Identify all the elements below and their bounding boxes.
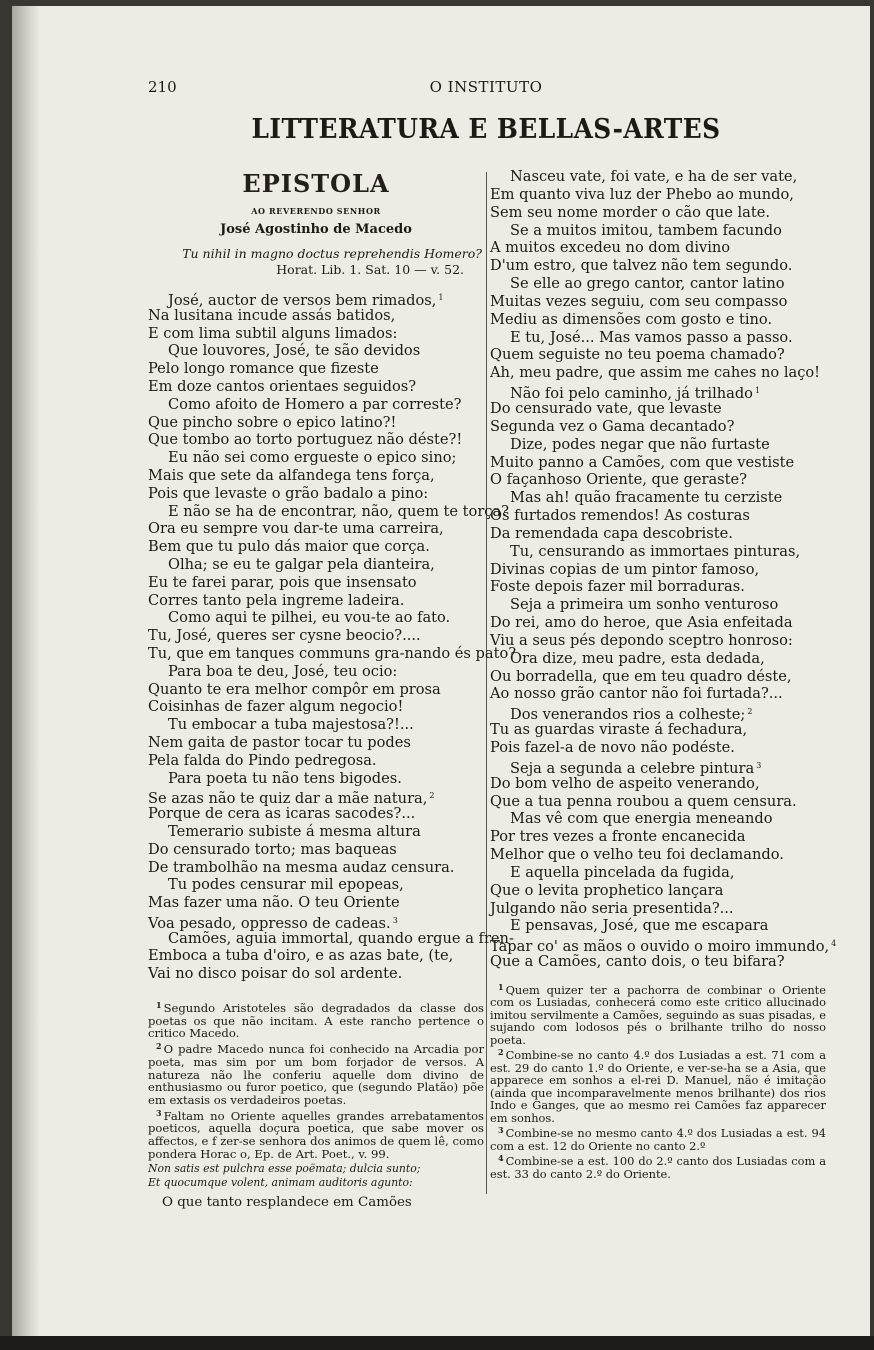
running-title: O INSTITUTO: [429, 78, 543, 96]
verse-text: Tapar co' as mãos o ouvido o moiro immundo,: [490, 938, 830, 956]
verse-text: O façanhoso Oriente, que geraste?: [490, 471, 747, 489]
verse-text: Que a tua penna roubou a quem censura.: [490, 792, 797, 810]
verse-line: [490, 168, 826, 186]
latin-quote-line-2: Et quocumque volent, animam auditoris agunto:: [148, 1175, 413, 1189]
verse-text: Julgando não seria presentida?...: [490, 899, 734, 917]
verse-line: [148, 325, 484, 343]
verse-text: Nasceu vate, foi vate, e ha de ser vate,: [510, 168, 798, 185]
footnote-number: 1: [156, 1000, 162, 1011]
verse-text: Que o levita prophetico lançara: [490, 881, 724, 899]
verse-text: Do censurado vate, que levaste: [490, 399, 722, 417]
verse-line: [490, 507, 826, 525]
verse-line: [490, 382, 826, 403]
verse-line: [490, 489, 826, 507]
verse-line: [490, 222, 826, 240]
poem-right: [490, 168, 837, 971]
verse-text: José, auctor de versos bem rimados,: [168, 292, 437, 309]
verse-line: [148, 929, 514, 948]
verse-text: Tu, que em tanques communs gra-nando és pato?: [148, 644, 517, 662]
footnote: [490, 1152, 826, 1180]
verse-text: Pelo longo romance que fizeste: [148, 360, 379, 378]
footnote-number: 2: [156, 1041, 162, 1052]
verse-line: [148, 467, 484, 485]
verse-text: Tu as guardas viraste á fechadura,: [490, 721, 748, 739]
verse-text: Dize, podes negar que não furtaste: [510, 435, 770, 453]
verse-text: Para boa te deu, José, teu ocio:: [168, 662, 398, 680]
verse-line: [490, 311, 826, 329]
verse-text: Ou borradella, que em teu quadro déste,: [490, 667, 792, 685]
verse-text: Divinas copias de um pintor famoso,: [490, 560, 760, 578]
footnote-text: Combine-se no mesmo canto 4.º dos Lusiadas a est. 94 com a est. 12 do Oriente no canto 2.º: [490, 1126, 826, 1153]
verse-text: Se elle ao grego cantor, cantor latino: [510, 275, 785, 293]
verse-text: Eu não sei como ergueste o epico sino;: [168, 449, 457, 467]
verse-text: D'um estro, que talvez não tem segundo.: [490, 257, 793, 275]
verse-text: E não se ha de encontrar, não, quem te torça?: [168, 502, 510, 520]
footnote: [148, 1107, 484, 1161]
epigraph-quote: Tu nihil in magno doctus reprehendis Homero?: [182, 246, 482, 261]
footnote-number: 3: [498, 1125, 504, 1136]
verse-line: [490, 561, 826, 579]
right-column: [490, 168, 837, 1181]
verse-line: [148, 396, 484, 414]
footnotes-left: [148, 999, 484, 1160]
footnote-marker: 3: [756, 760, 762, 770]
verse-line: [148, 502, 510, 521]
verse-text: Eu te farei parar, pois que insensato: [148, 573, 417, 591]
verse-line: [490, 186, 826, 204]
verse-text: Porque de cera as icaras sacodes?...: [148, 805, 416, 823]
verse-line: [490, 721, 826, 739]
section-title: LITTERATURA E BELLAS-ARTES: [251, 114, 721, 145]
verse-text: Muito panno a Camões, com que vestiste: [490, 453, 795, 471]
catchline: O que tanto resplandece em Camões: [162, 1194, 412, 1210]
verse-line: [490, 900, 826, 918]
verse-text: Bem que tu pulo dás maior que corça.: [148, 538, 430, 556]
verse-line: [490, 917, 826, 935]
verse-line: [148, 823, 484, 841]
verse-text: E com lima subtil alguns limados:: [148, 324, 398, 342]
verse-text: Nem gaita de pastor tocar tu podes: [148, 733, 411, 751]
verse-line: [490, 828, 826, 846]
verse-text: Para poeta tu não tens bigodes.: [168, 769, 402, 787]
verse-text: Melhor que o velho teu foi declamando.: [490, 846, 784, 864]
verse-line: [490, 793, 826, 811]
footnote: [490, 981, 826, 1047]
verse-line: [490, 685, 826, 703]
verse-text: E aquella pincelada da fugida,: [510, 863, 735, 881]
verse-line: [490, 703, 826, 724]
verse-text: De trambolhão na mesma audaz censura.: [148, 858, 455, 876]
verse-text: Em quanto viva luz der Phebo ao mundo,: [490, 185, 794, 203]
verse-text: Pois fazel-a de novo não podéste.: [490, 739, 735, 756]
verse-line: [490, 418, 826, 436]
verse-line: [148, 894, 484, 912]
verse-text: Se a muitos imitou, tambem facundo: [510, 221, 782, 239]
verse-text: Que louvores, José, te são devidos: [168, 342, 421, 360]
verse-line: [490, 596, 826, 614]
verse-line: [490, 935, 837, 956]
verse-text: Do bom velho de aspeito venerando,: [490, 774, 760, 792]
footnote-marker: 3: [392, 915, 398, 925]
footnote-number: 4: [498, 1153, 504, 1164]
verse-text: Seja a primeira um sonho venturoso: [510, 596, 779, 614]
verse-line: [490, 471, 826, 489]
verse-line: [490, 846, 826, 864]
verse-line: [148, 609, 484, 627]
footnote-number: 1: [498, 981, 504, 992]
verse-line: [490, 400, 826, 418]
left-column: [148, 169, 517, 1210]
verse-line: [148, 805, 484, 823]
verse-text: Mas ah! quão fracamente tu cerziste: [510, 489, 783, 507]
verse-text: Seja a segunda a celebre pintura: [510, 759, 755, 777]
verse-text: Quem seguiste no teu poema chamado?: [490, 346, 785, 364]
verse-text: E tu, José... Mas vamos passo a passo.: [510, 328, 793, 346]
verse-line: [148, 431, 484, 449]
verse-line: [148, 965, 484, 983]
verse-line: [490, 204, 826, 222]
verse-text: Do censurado torto; mas baqueas: [148, 840, 397, 858]
verse-line: [148, 627, 484, 645]
verse-text: Coisinhas de fazer algum negocio!: [148, 698, 404, 716]
verse-line: [490, 543, 826, 561]
scan-border: [0, 1336, 874, 1350]
verse-text: Dos venerandos rios a colheste;: [510, 706, 746, 724]
poem-left: [148, 289, 517, 983]
verse-line: [148, 307, 484, 325]
verse-text: Ora dize, meu padre, esta dedada,: [510, 649, 765, 667]
verse-text: Foste depois fazer mil borraduras.: [490, 578, 745, 596]
latin-quote-line-1: Non satis est pulchra esse poëmata; dulcia sunto;: [148, 1161, 421, 1175]
verse-line: [490, 739, 826, 757]
verse-text: Em doze cantos orientaes seguidos?: [148, 377, 417, 395]
verse-line: [148, 876, 484, 894]
verse-line: [148, 644, 517, 663]
verse-line: [490, 346, 826, 364]
verse-line: [148, 520, 484, 538]
footnote-number: 2: [498, 1047, 504, 1058]
verse-text: Mas fazer uma não. O teu Oriente: [148, 894, 400, 912]
verse-line: [148, 485, 484, 503]
verse-line: [490, 329, 826, 347]
verse-line: [148, 360, 484, 378]
verse-text: Tu, censurando as immortaes pinturas,: [510, 542, 801, 560]
verse-text: Emboca a tuba d'oiro, e as azas bate, (te,: [148, 947, 454, 965]
verse-text: Quanto te era melhor compôr em prosa: [148, 680, 441, 698]
addressee: José Agostinho de Macedo: [220, 222, 412, 237]
verse-line: [490, 668, 826, 686]
verse-text: A muitos excedeu no dom divino: [490, 239, 731, 257]
verse-text: Sem seu nome morder o cão que late.: [490, 203, 771, 221]
verse-line: [490, 293, 826, 311]
verse-text: Se azas não te quiz dar a mãe natura,: [148, 790, 428, 808]
verse-line: [148, 752, 484, 770]
verse-text: Os furtados remendos! As costuras: [490, 507, 750, 525]
footnote-marker: 1: [754, 386, 761, 396]
footnote-marker: 1: [438, 293, 444, 302]
verse-text: Ao nosso grão cantor não foi furtada?...: [490, 685, 783, 703]
verse-text: Ah, meu padre, que assim me cahes no laço!: [490, 364, 821, 382]
verse-text: Da remendada capa descobriste.: [490, 524, 733, 542]
verse-text: Olha; se eu te galgar pela dianteira,: [168, 555, 435, 573]
verse-line: [148, 592, 484, 610]
verse-text: Que a Camões, canto dois, o teu bifara?: [490, 953, 785, 971]
running-header: [148, 78, 824, 98]
verse-line: [490, 454, 826, 472]
verse-text: Mas vê com que energia meneando: [510, 810, 773, 828]
footnote: [148, 1040, 484, 1107]
verse-line: [490, 239, 826, 257]
verse-text: Ora eu sempre vou dar-te uma carreira,: [148, 520, 444, 538]
verse-line: [148, 289, 484, 307]
verse-text: Mediu as dimensões com gosto e tino.: [490, 310, 773, 328]
verse-text: Na lusitana incude assás batidos,: [148, 306, 396, 324]
verse-line: [490, 953, 826, 971]
poem-title: EPISTOLA: [242, 169, 390, 198]
verse-text: Muitas vezes seguiu, com seu compasso: [490, 292, 788, 310]
verse-text: Do rei, amo do heroe, que Asia enfeitada: [490, 614, 793, 632]
verse-line: [490, 614, 826, 632]
verse-line: [490, 632, 826, 650]
verse-line: [490, 757, 826, 775]
verse-text: Mais que sete da alfandega tens força,: [148, 466, 435, 484]
footnote: [148, 999, 484, 1040]
verse-line: [490, 810, 826, 828]
verse-text: Que tombo ao torto portuguez não déste?!: [148, 431, 463, 449]
verse-text: Por tres vezes a fronte encanecida: [490, 828, 746, 846]
epigraph-source: Horat. Lib. 1. Sat. 10 — v. 52.: [276, 262, 464, 277]
verse-line: [148, 574, 484, 592]
verse-text: Tu, José, queres ser cysne beocio?....: [148, 627, 421, 645]
verse-text: Pela falda do Pindo pedregosa.: [148, 751, 377, 769]
footnote-text: Segundo Aristoteles são degradados da classe dos poetas os que não incitam. A este rancho pertence o critico Macedo.: [148, 1001, 484, 1041]
verse-line: [148, 716, 484, 734]
column-divider: [486, 172, 487, 1194]
verse-text: Voa pesado, oppresso de cadeas.: [148, 914, 391, 932]
footnote-text: O padre Macedo nunca foi conhecido na Arcadia por poeta, mas sim por um bom forjador de versos. A natureza não lhe conferiu aquelle dom divino de enthusiasmo ou furor poetico, que (segundo Platão) põe em extasis os verdadeiros poetas.: [148, 1042, 484, 1107]
verse-line: [148, 378, 484, 396]
verse-text: Segunda vez o Gama decantado?: [490, 417, 735, 435]
verse-line: [148, 734, 484, 752]
verse-line: [148, 414, 484, 432]
verse-line: [148, 556, 484, 574]
verse-text: Vai no disco poisar do sol ardente.: [148, 965, 403, 983]
verse-line: [148, 947, 484, 965]
verse-line: [490, 578, 826, 596]
verse-line: [490, 775, 826, 793]
verse-line: [490, 864, 826, 882]
verse-line: [148, 770, 484, 788]
verse-text: Como afoito de Homero a par correste?: [168, 395, 462, 413]
verse-text: Tu podes censurar mil epopeas,: [168, 876, 404, 894]
verse-line: [148, 449, 484, 467]
verse-line: [490, 525, 826, 543]
verse-text: Corres tanto pela ingreme ladeira.: [148, 591, 405, 609]
verse-text: Viu a seus pés depondo sceptro honroso:: [490, 631, 793, 649]
footnote-text: Quem quizer ter a pachorra de combinar o Oriente com os Lusiadas, conhecerá como este critico allucinado imitou servilmente a Camões, seguindo as suas pisadas, e sujando com lodosos pés o brilhante trilho do nosso poeta.: [490, 982, 826, 1047]
footnotes-right: [490, 981, 826, 1181]
footnote-marker: 2: [429, 791, 435, 801]
verse-text: Camões, aguia immortal, quando ergue a fren-: [168, 929, 514, 947]
verse-text: Que pincho sobre o epico latino?!: [148, 413, 397, 431]
verse-line: [490, 436, 826, 454]
footnote-marker: 4: [831, 939, 837, 949]
verse-text: Não foi pelo caminho, já trilhado: [510, 385, 753, 403]
verse-line: [490, 650, 826, 668]
verse-line: [148, 538, 484, 556]
footnote-text: Faltam no Oriente aquelles grandes arrebatamentos poeticos, aquella doçura poetica, que sabe mover os affectos, e f zer-se senhora dos animos de quem lê, como pondera Horac o, Ep. de Art. Poet., v. 99.: [148, 1108, 484, 1161]
verse-line: [490, 364, 826, 382]
verse-line: [148, 787, 484, 808]
page-gutter-shadow: [12, 6, 40, 1336]
verse-text: E pensavas, José, que me escapara: [510, 917, 769, 935]
verse-line: [148, 912, 484, 930]
verse-text: Pois que levaste o grão badalo a pino:: [148, 484, 429, 502]
dedication: AO REVERENDO SENHOR: [251, 206, 381, 216]
verse-line: [490, 257, 826, 275]
verse-line: [148, 342, 484, 360]
footnote: [490, 1124, 826, 1152]
page-number: 210: [148, 78, 177, 96]
verse-line: [148, 859, 484, 877]
footnote: [490, 1046, 826, 1124]
verse-text: Tu embocar a tuba majestosa?!...: [168, 716, 414, 734]
footnote-text: Combine-se a est. 100 do 2.º canto dos Lusiadas com a est. 33 do canto 2.º do Oriente.: [490, 1154, 826, 1181]
verse-text: Como aqui te pilhei, eu vou-te ao fato.: [168, 609, 451, 627]
verse-line: [148, 698, 484, 716]
verse-line: [148, 681, 484, 699]
footnote-marker: 2: [747, 707, 753, 717]
verse-line: [490, 882, 826, 900]
footnote-number: 3: [156, 1107, 162, 1118]
verse-text: Temerario subiste á mesma altura: [168, 822, 421, 840]
verse-line: [148, 841, 484, 859]
verse-line: [490, 275, 826, 293]
footnote-text: Combine-se no canto 4.º dos Lusiadas a est. 71 com a est. 29 do canto 1.º do Oriente, e ver-se-ha se a Asia, que apparece em sonhos a el-rei D. Manuel, não é imitação (ainda que incomparavelmente menos brilhante) dos rios Indo e Ganges, que ao mesmo rei Camões faz apparecer em sonhos.: [490, 1048, 826, 1125]
verse-line: [148, 663, 484, 681]
